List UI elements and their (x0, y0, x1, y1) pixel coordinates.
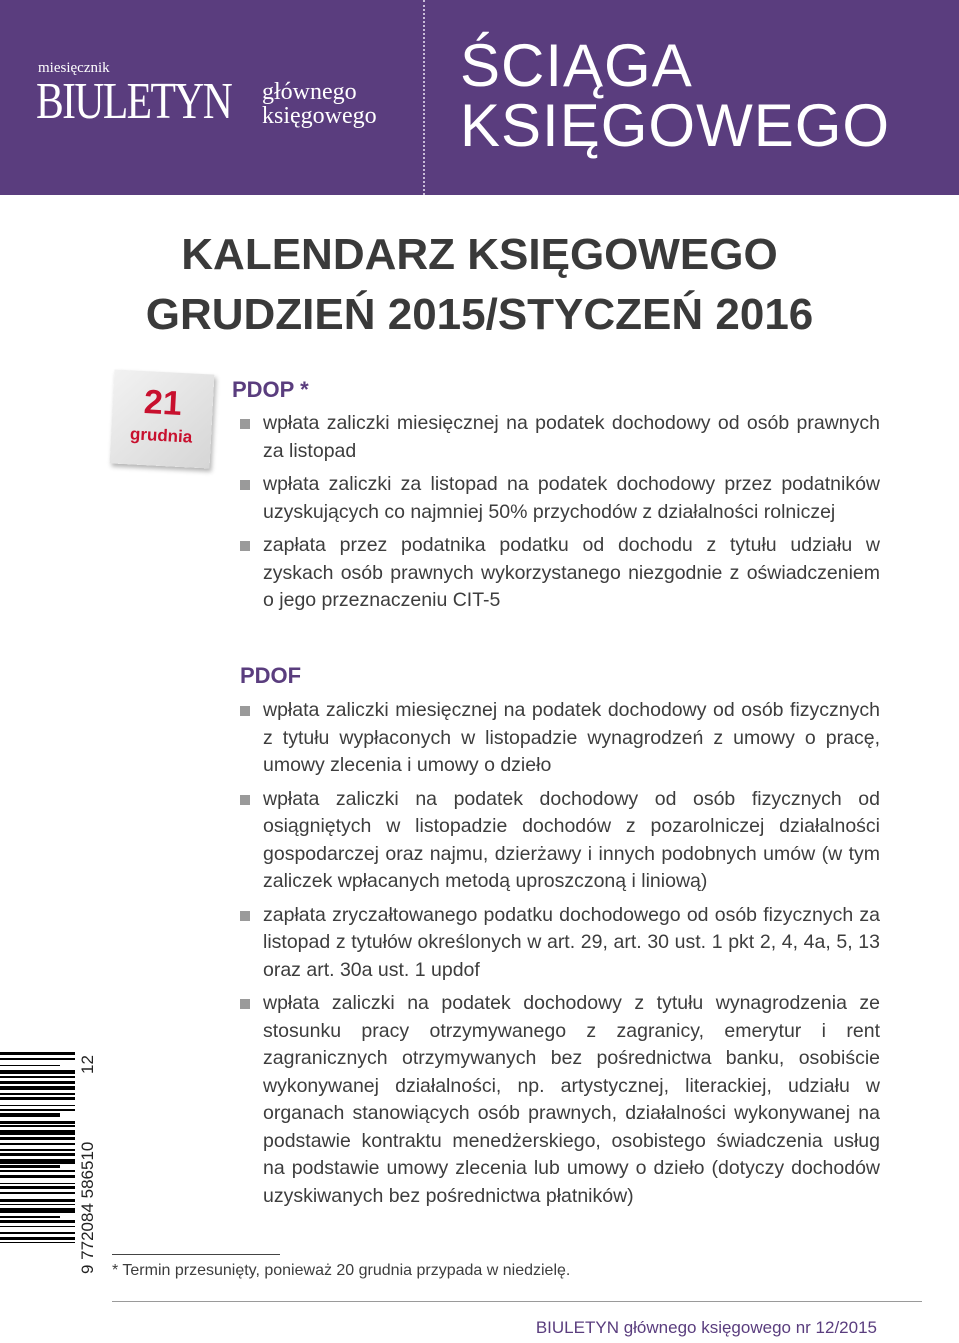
section-heading-pdof: PDOF (240, 663, 302, 688)
bullet-icon (240, 911, 250, 921)
publication-title-line2: KSIĘGOWEGO (460, 92, 891, 159)
logo-subtitle-line2: księgowego (262, 103, 377, 129)
bullet-icon (240, 999, 250, 1009)
bullet-icon (240, 541, 250, 551)
header-divider (423, 0, 425, 195)
list-item: wpłata zaliczki na podatek dochodowy od osób fizycznych od osiągniętych w listopadzie dochodów z pozarolniczej działalności gospodarczej oraz najmu, dzierżawy i innych podobnych umów (w tym zaliczek wpłacanych metodą uproszczoną i liniową) (240, 786, 880, 896)
bullet-icon (240, 480, 250, 490)
list-item: wpłata zaliczki miesięcznej na podatek dochodowy od osób prawnych za listopad (240, 410, 880, 465)
list-item: wpłata zaliczki miesięcznej na podatek dochodowy od osób fizycznych z tytułu wypłaconych w listopadzie wynagrodzeń z umowy o pracę, umowy zlecenia i umowy o dzieło (240, 697, 880, 780)
logo-biuletyn: BIULETYN (36, 73, 232, 130)
list-item: zapłata przez podatnika podatku od dochodu z tytułu udziału w zyskach osób prawnych wykorzystanego niezgodnie z oświadczeniem o jego przeznaczeniu CIT-5 (240, 532, 880, 615)
logo-subtitle-line1: głównego (262, 79, 357, 105)
footer-publication: BIULETYN głównego księgowego nr 12/2015 (535, 1318, 877, 1337)
page-title-line1: KALENDARZ KSIĘGOWEGO (181, 230, 778, 279)
list-item: wpłata zaliczki na podatek dochodowy z tytułu wynagrodzenia ze stosunku pracy otrzymywanego z zagranicy, emerytur i rent zagranicznych otrzymywanych bez pośrednictwa banku, osobiście wykonywanej działalności, np. artystycznej, literackiej, udziału w organach stanowiących osób prawnych, działalności wykonywanej na podstawie kontraktu menedżerskiego, osobistego świadczenia usług na podstawie umowy zlecenia lub umowy o dzieło (dotyczy dochodów uzyskiwanych bez pośrednictwa płatników) (240, 990, 880, 1210)
logo-small-text: miesięcznik (38, 60, 110, 76)
bullet-icon (240, 795, 250, 805)
publication-title-line1: ŚCIĄGA (460, 32, 693, 99)
list-item: zapłata zryczałtowanego podatku dochodowego od osób fizycznych za listopad z tytułów określonych w art. 29, art. 30 ust. 1 pkt 2, 4, 4a, 5, 13 oraz art. 30a ust. 1 updof (240, 902, 880, 985)
barcode-number: 9 772084 586510 (78, 1141, 97, 1274)
pdop-list (240, 410, 880, 621)
barcode-stripe (0, 1243, 75, 1248)
footer-divider (112, 1301, 922, 1302)
barcode-digits (78, 1052, 98, 1274)
pdof-list (240, 697, 880, 1216)
logo-subtitle (262, 80, 377, 128)
barcode (0, 1052, 75, 1274)
page-title-line2: GRUDZIEŃ 2015/STYCZEŃ 2016 (145, 290, 814, 339)
date-month: grudnia (129, 424, 193, 447)
date-badge (110, 369, 215, 468)
bullet-icon (240, 706, 250, 716)
barcode-addon: 12 (78, 1055, 97, 1074)
header-banner (0, 0, 959, 195)
section-heading-pdop: PDOP * (232, 377, 309, 402)
bullet-icon (240, 419, 250, 429)
date-day: 21 (142, 383, 183, 423)
footnote: * Termin przesunięty, ponieważ 20 grudnia przypada w niedzielę. (112, 1262, 571, 1279)
publication-title (460, 32, 891, 159)
footnote-divider (112, 1254, 280, 1255)
list-item: wpłata zaliczki za listopad na podatek dochodowy przez podatników uzyskujących co najmniej 50% przychodów z działalności rolniczej (240, 471, 880, 526)
